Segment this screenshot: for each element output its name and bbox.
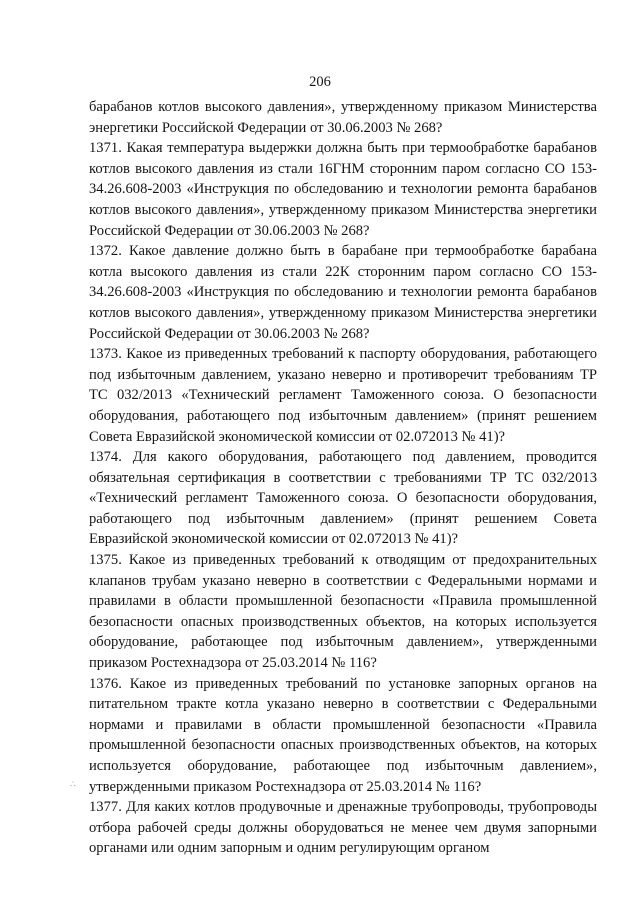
question-1375: 1375. Какое из приведенных требований к отводящим от предохранительных клапанов трубам указано неверно в соответствии с Федеральными нормами и правилами в области промышленной безопасности «Правила промышленной безопасности опасных производственных объектов, на которых используется оборудование, работающее под избыточным давлением», утвержденными приказом Ростехнадзора от 25.03.2014 № 116? [89, 552, 597, 672]
question-1377: 1377. Для каких котлов продувочные и дренажные трубопроводы, трубопроводы отбора рабочей среды должны оборудоваться не менее чем двумя запорными органами или одним запорным и одним регулирующим органом [89, 799, 597, 857]
document-body [89, 97, 597, 859]
question-1376: 1376. Какое из приведенных требований по установке запорных органов на питательном тракте котла указано неверно в соответствии с Федеральными нормами и правилами в области промышленной безопасности «Правила промышленной безопасности опасных производственных объектов, на которых используется оборудование, работающее под избыточным давлением», утвержденными приказом Ростехнадзора от 25.03.2014 № 116? [89, 675, 597, 795]
question-1372: 1372. Какое давление должно быть в барабане при термообработке барабана котла высокого давления из стали 22К сторонним паром согласно СО 153-34.26.608-2003 «Инструкция по обследованию и технологии ремонта барабанов котлов высокого давления», утвержденному приказом Министерства энергетики Российской Федерации от 30.06.2003 № 268? [89, 243, 597, 342]
paragraph-continuation: барабанов котлов высокого давления», утвержденному приказом Министерства энергетики Российской Федерации от 30.06.2003 № 268? [89, 99, 597, 136]
scan-artifact: ∴ [70, 779, 76, 789]
question-1371: 1371. Какая температура выдержки должна быть при термообработке барабанов котлов высокого давления из стали 16ГНМ сторонним паром согласно СО 153-34.26.608-2003 «Инструкция по обследованию и технологии ремонта барабанов котлов высокого давления», утвержденному приказом Министерства энергетики Российской Федерации от 30.06.2003 № 268? [89, 140, 597, 239]
question-1373: 1373. Какое из приведенных требований к паспорту оборудования, работающего под избыточным давлением, указано неверно и противоречит требованиям ТР ТС 032/2013 «Технический регламент Таможенного союза. О безопасности оборудования, работающего под избыточным давлением» (принят решением Совета Евразийской экономической комиссии от 02.072013 № 41)? [89, 346, 597, 445]
page-number: 206 [309, 74, 331, 90]
question-1374: 1374. Для какого оборудования, работающего под давлением, проводится обязательная сертификация в соответствии с требованиями ТР ТС 032/2013 «Технический регламент Таможенного союза. О безопасности оборудования, работающего под избыточным давлением» (принят решением Совета Евразийской экономической комиссии от 02.072013 № 41)? [89, 449, 597, 548]
